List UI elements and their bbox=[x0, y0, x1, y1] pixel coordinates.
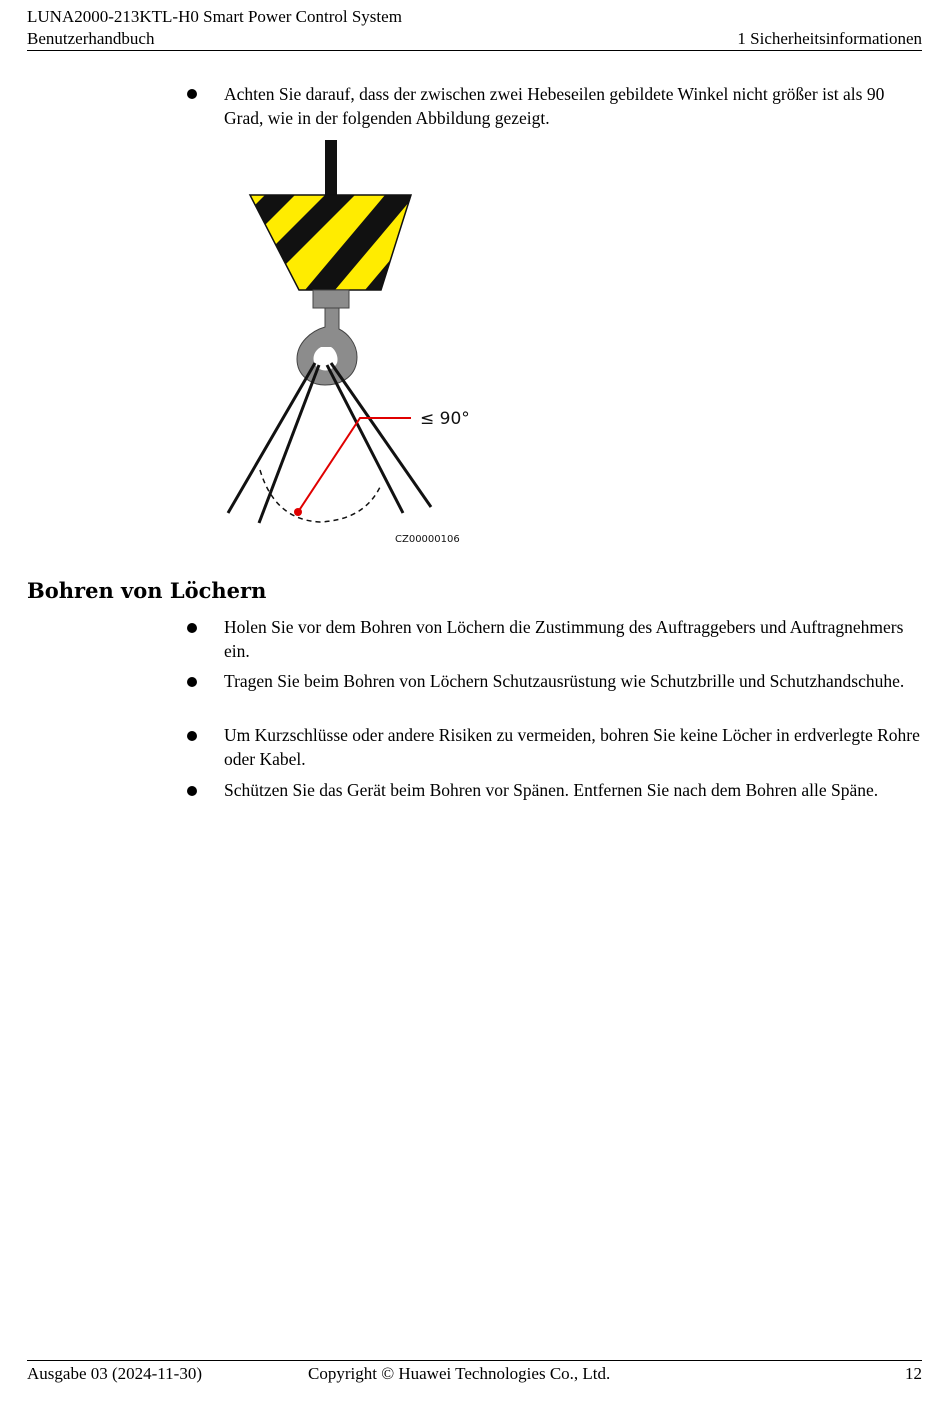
crane-hook-illustration bbox=[215, 135, 475, 550]
lift-cable bbox=[325, 140, 337, 196]
header-document-type: Benutzerhandbuch bbox=[27, 29, 155, 48]
running-header bbox=[27, 6, 402, 50]
bullet-dot bbox=[187, 731, 197, 741]
footer-copyright: Copyright © Huawei Technologies Co., Ltd. bbox=[308, 1364, 611, 1383]
list-item: Um Kurzschlüsse oder andere Risiken zu vermeiden, bohren Sie keine Löcher in erdverlegte Rohre oder Kabel. bbox=[224, 725, 920, 769]
hook-block bbox=[215, 195, 475, 290]
lifting-angle-figure bbox=[215, 135, 475, 550]
bullet-dot bbox=[187, 677, 197, 687]
bullet-dot bbox=[187, 786, 197, 796]
angle-marker-dot bbox=[294, 508, 302, 516]
angle-label: ≤ 90° bbox=[420, 409, 470, 429]
page-number: 12 bbox=[905, 1364, 922, 1383]
list-item: Schützen Sie das Gerät beim Bohren vor Spänen. Entfernen Sie nach dem Bohren alle Späne. bbox=[224, 780, 879, 800]
sling-inner-right bbox=[327, 365, 403, 513]
header-chapter: 1 Sicherheitsinformationen bbox=[737, 29, 922, 48]
sling-outer-right bbox=[331, 363, 431, 507]
footer-edition: Ausgabe 03 (2024-11-30) bbox=[27, 1364, 202, 1383]
footer-divider bbox=[27, 1360, 922, 1361]
section-heading: Bohren von Löchern bbox=[27, 578, 267, 603]
figure-id: CZ00000106 bbox=[395, 534, 460, 545]
intro-bullet-text: Achten Sie darauf, dass der zwischen zwei Hebeseilen gebildete Winkel nicht größer ist als 90 Grad, wie in der folgenden Abbildung gezeigt. bbox=[224, 84, 885, 128]
header-divider bbox=[27, 50, 922, 51]
hook-body bbox=[297, 308, 357, 385]
bullet-dot bbox=[187, 623, 197, 633]
list-item: Holen Sie vor dem Bohren von Löchern die Zustimmung des Auftraggebers und Auftragnehmers ein. bbox=[224, 617, 904, 661]
bullet-dot bbox=[187, 89, 197, 99]
header-product-name: LUNA2000-213KTL-H0 Smart Power Control System bbox=[27, 7, 402, 26]
hook-shank bbox=[313, 290, 349, 308]
list-item: Tragen Sie beim Bohren von Löchern Schutzausrüstung wie Schutzbrille und Schutzhandschuhe. bbox=[224, 671, 905, 691]
